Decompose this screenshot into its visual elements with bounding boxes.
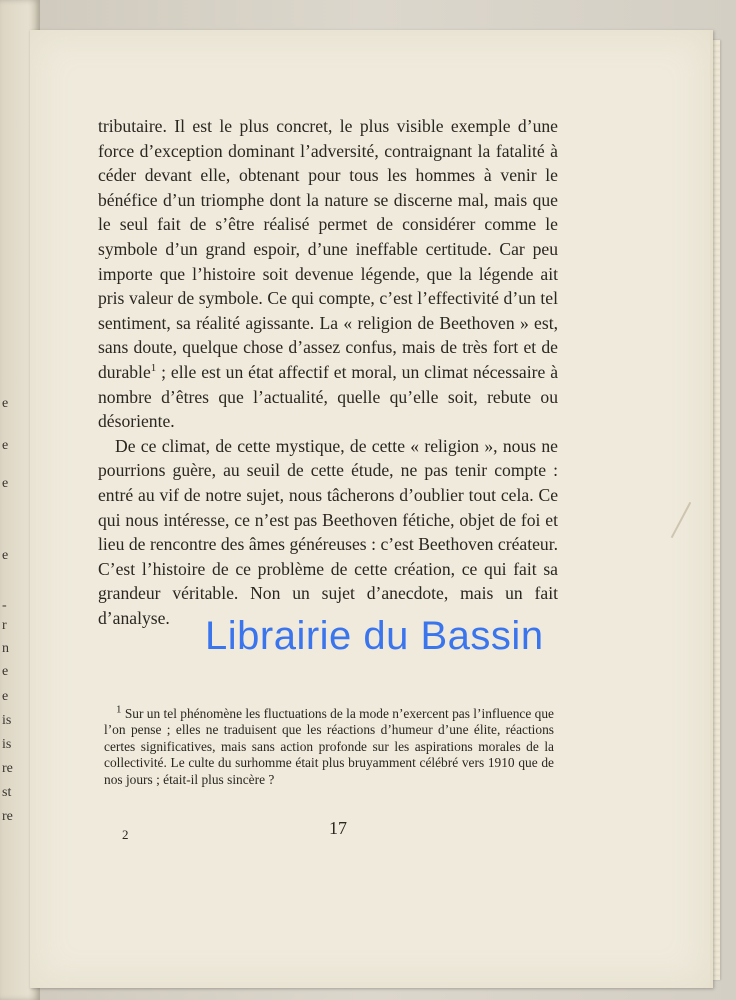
paper-crease <box>671 502 692 538</box>
body-text <box>98 114 558 630</box>
watermark: Librairie du Bassin <box>205 614 544 658</box>
footnote-text: Sur un tel phénomène les fluctuations de la mode n’exercent pas l’influence que l’on pense ; elles ne traduisent que les réactions d’humeur d’une élite, réactions certes significatives, mais sans action profonde sur les aspirations morales de la collectivité. Le culte du surhomme était plus bruyamment célébré vers 1910 que de nos jours ; était-il plus sincère ? <box>104 706 554 787</box>
left-page-fragment: e <box>2 396 9 411</box>
left-page-fragment: st <box>2 785 12 800</box>
left-page-fragment: e <box>2 438 9 453</box>
left-page-fragment: e <box>2 548 9 563</box>
left-page-fragment: is <box>2 713 12 728</box>
paragraph-1-tail: ; elle est un état affectif et moral, un climat nécessaire à nombre d’êtres que l’actualité, quelle qu’elle soit, rebute ou désoriente. <box>98 361 558 432</box>
paragraph-1-text: tributaire. Il est le plus concret, le plus visible exemple d’une force d’exception dominant l’adversité, contraignant la fatalité à céder devant elle, obtenant pour tous les hommes à venir le bénéfice d’un triomphe dont la nature se discerne mal, mais que le seul fait de s’être réalisé permet de considérer comme le symbole d’un grand espoir, d’une ineffable certitude. Car peu importe que l’histoire soit devenue légende, que la légende ait pris valeur de symbole. Ce qui compte, c’est l’effectivité d’un tel sentiment, sa réalité agissante. La « religion de Beethoven » est, sans doute, quelque chose d’assez confus, mais de très fort et de durable <box>98 116 558 382</box>
page-number: 17 <box>329 818 347 838</box>
left-page-fragment: r <box>2 618 7 633</box>
footnote-marker: 1 <box>116 703 122 716</box>
footnote <box>104 703 554 788</box>
signature-mark: 2 <box>122 827 129 842</box>
left-page-fragment: is <box>2 737 12 752</box>
left-page-fragment: e <box>2 664 9 679</box>
paragraph-1 <box>98 114 558 434</box>
left-page-fragment: e <box>2 476 9 491</box>
footnote-body <box>104 703 554 788</box>
left-page-fragment: re <box>2 761 13 776</box>
left-page-fragment: re <box>2 809 13 824</box>
footnote-reference: 1 <box>150 362 157 375</box>
left-page-fragment: e <box>2 689 9 704</box>
paragraph-2: De ce climat, de cette mystique, de cette « religion », nous ne pourrions guère, au seuil de cette étude, ne pas tenir compte : entré au vif de notre sujet, nous tâcherons d’oublier tout cela. Ce qui nous intéresse, ce n’est pas Beethoven fétiche, objet de foi et lieu de rencontre des âmes généreuses : c’est Beethoven créateur. C’est l’histoire de ce problème de cette création, ce qui fait sa grandeur véritable. Non un sujet d’anecdote, mais un fait d’analyse. <box>98 435 558 628</box>
left-page-fragment: - <box>2 598 7 613</box>
left-page-fragment: n <box>2 641 9 656</box>
